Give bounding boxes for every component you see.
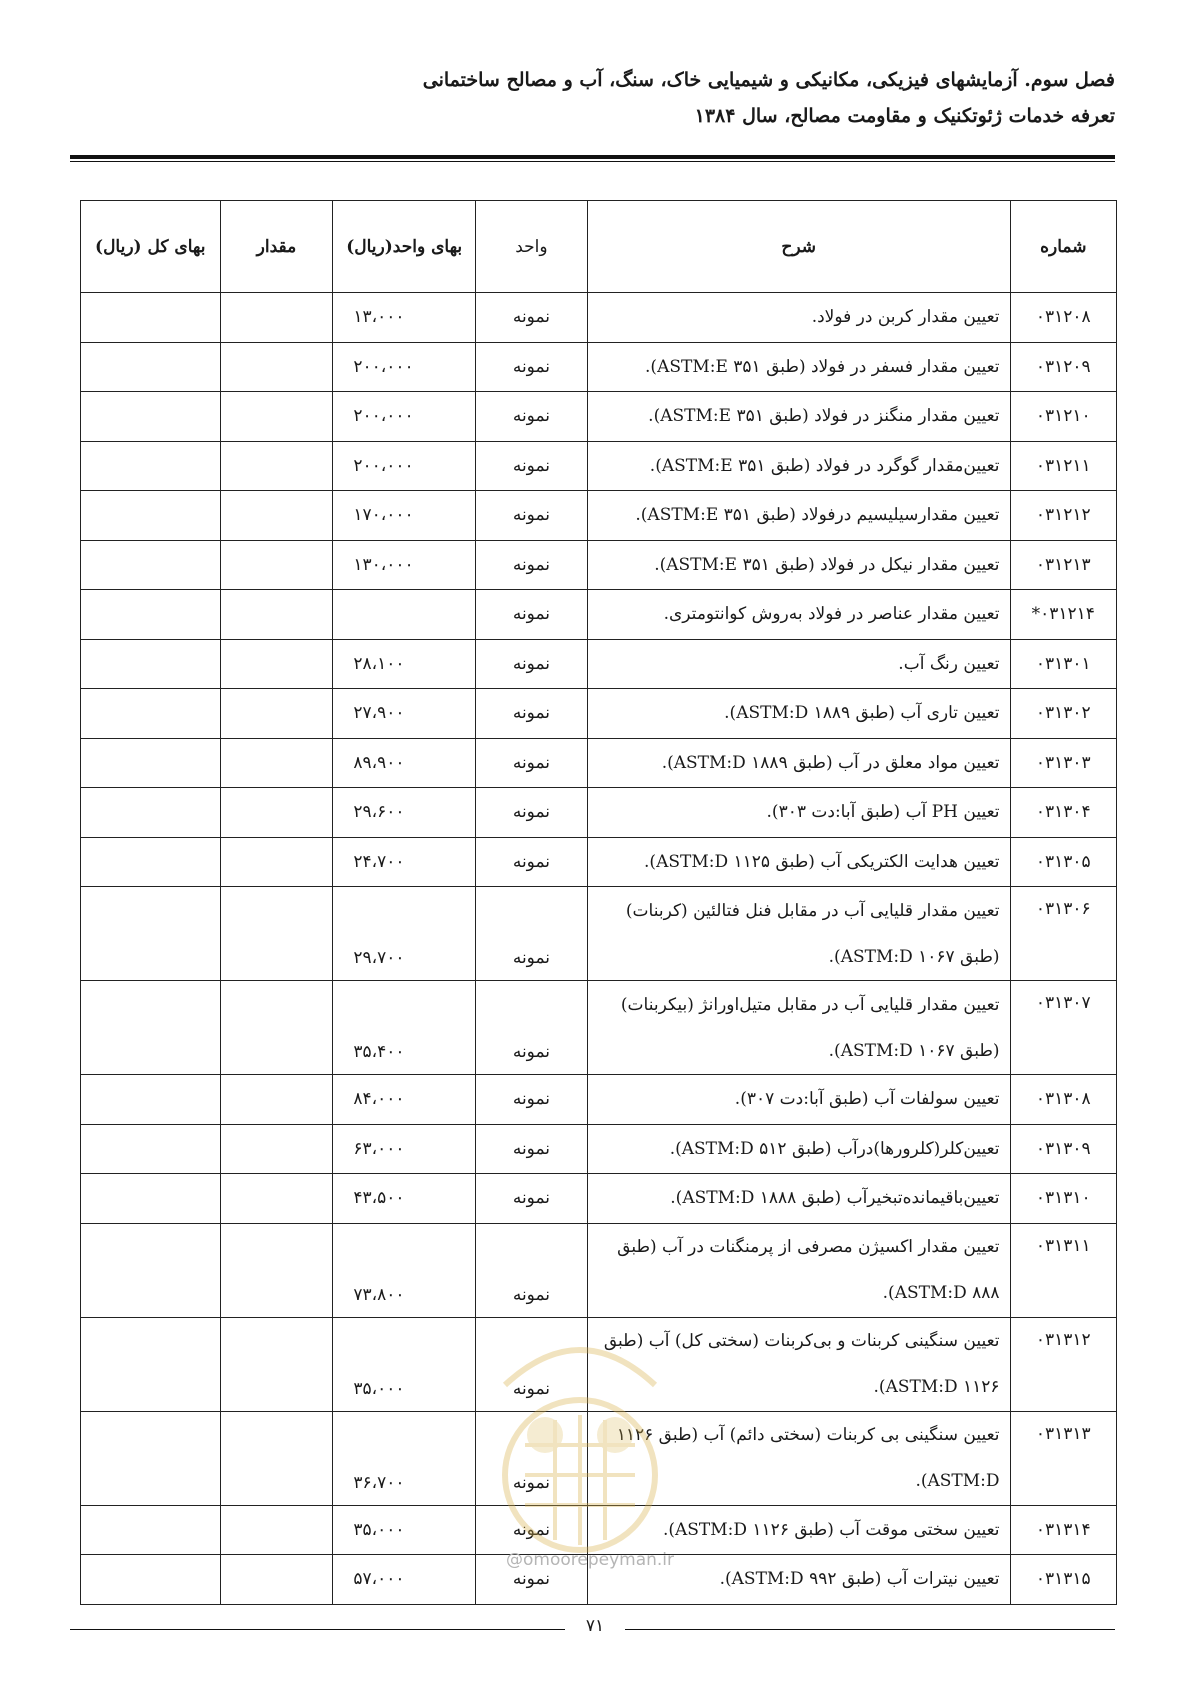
row-quantity	[220, 1075, 333, 1125]
row-description: تعیین رنگ آب.	[587, 639, 1010, 689]
row-unit: نمونه	[476, 689, 588, 739]
row-unit-price: ۸۹،۹۰۰	[333, 738, 476, 788]
row-unit-price: ۲۸،۱۰۰	[333, 639, 476, 689]
header-quantity: مقدار	[220, 201, 333, 293]
header-rule-thick	[70, 155, 1115, 159]
row-number: ۰۳۱۳۰۴	[1010, 788, 1116, 838]
row-quantity	[220, 1555, 333, 1605]
row-quantity	[220, 1174, 333, 1224]
row-unit: نمونه	[476, 837, 588, 887]
row-number: ۰۳۱۳۱۴	[1010, 1505, 1116, 1555]
row-number: ۰۳۱۳۱۱	[1010, 1223, 1116, 1317]
row-number: ۰۳۱۲۰۸	[1010, 293, 1116, 343]
row-unit: نمونه	[476, 1555, 588, 1605]
row-unit-price: ۵۷،۰۰۰	[333, 1555, 476, 1605]
row-total-price	[81, 1555, 221, 1605]
row-quantity	[220, 887, 333, 981]
row-unit-price: ۲۰۰،۰۰۰	[333, 441, 476, 491]
row-total-price	[81, 639, 221, 689]
row-description: تعیین هدایت الکتریکی آب (طبق ۱۱۲۵ ASTM:D).	[587, 837, 1010, 887]
row-description: تعیین مقدار عناصر در فولاد به‌روش کوانتومتری.	[587, 590, 1010, 640]
row-quantity	[220, 1223, 333, 1317]
row-total-price	[81, 293, 221, 343]
row-unit-price: ۸۴،۰۰۰	[333, 1075, 476, 1125]
table-row	[81, 788, 1117, 838]
header-description: شرح	[587, 201, 1010, 293]
row-number: ۰۳۱۳۱۲	[1010, 1317, 1116, 1411]
row-unit: نمونه	[476, 1124, 588, 1174]
row-number: ۰۳۱۲۱۰	[1010, 392, 1116, 442]
row-unit: نمونه	[476, 1411, 588, 1505]
row-unit: نمونه	[476, 540, 588, 590]
row-total-price	[81, 1223, 221, 1317]
row-unit: نمونه	[476, 441, 588, 491]
row-unit-price: ۷۳،۸۰۰	[333, 1223, 476, 1317]
table-row	[81, 392, 1117, 442]
row-unit: نمونه	[476, 392, 588, 442]
row-total-price	[81, 1124, 221, 1174]
row-quantity	[220, 738, 333, 788]
table-row	[81, 590, 1117, 640]
row-description: تعیین مقدارسیلیسیم درفولاد (طبق ۳۵۱ ASTM:E).	[587, 491, 1010, 541]
row-total-price	[81, 887, 221, 981]
row-unit: نمونه	[476, 1075, 588, 1125]
row-number: ۰۳۱۲۱۲	[1010, 491, 1116, 541]
row-number: ۰۳۱۳۰۵	[1010, 837, 1116, 887]
row-quantity	[220, 788, 333, 838]
row-description: تعیین نیترات آب (طبق ۹۹۲ ASTM:D).	[587, 1555, 1010, 1605]
row-quantity	[220, 491, 333, 541]
row-description: تعیین مواد معلق در آب (طبق ۱۸۸۹ ASTM:D).	[587, 738, 1010, 788]
row-quantity	[220, 639, 333, 689]
row-description: تعیین سنگینی بی کربنات (سختی دائم) آب (طبق ۱۱۲۶ ASTM:D).	[587, 1411, 1010, 1505]
row-total-price	[81, 1317, 221, 1411]
row-unit: نمونه	[476, 1505, 588, 1555]
row-quantity	[220, 981, 333, 1075]
row-quantity	[220, 837, 333, 887]
row-number: ۰۳۱۳۰۹	[1010, 1124, 1116, 1174]
row-number: ۰۳۱۳۰۷	[1010, 981, 1116, 1075]
table-header-row	[81, 201, 1117, 293]
row-quantity	[220, 1411, 333, 1505]
row-number: ۰۳۱۳۱۵	[1010, 1555, 1116, 1605]
row-unit: نمونه	[476, 342, 588, 392]
row-total-price	[81, 738, 221, 788]
row-unit: نمونه	[476, 738, 588, 788]
row-description: تعیین PH آب (طبق آبا:دت ۳۰۳).	[587, 788, 1010, 838]
row-number: ۰۳۱۳۰۸	[1010, 1075, 1116, 1125]
row-number: ۰۳۱۳۰۱	[1010, 639, 1116, 689]
table-row	[81, 837, 1117, 887]
row-number: ۰۳۱۳۰۲	[1010, 689, 1116, 739]
row-description: تعیین مقدار قلیایی آب در مقابل فنل فتالئین (کربنات) (طبق ۱۰۶۷ ASTM:D).	[587, 887, 1010, 981]
row-number: ۰۳۱۳۱۳	[1010, 1411, 1116, 1505]
row-total-price	[81, 342, 221, 392]
row-description: تعیین مقدار کربن در فولاد.	[587, 293, 1010, 343]
row-total-price	[81, 590, 221, 640]
row-unit: نمونه	[476, 590, 588, 640]
row-total-price	[81, 1411, 221, 1505]
row-quantity	[220, 441, 333, 491]
row-total-price	[81, 689, 221, 739]
table-row	[81, 1505, 1117, 1555]
table-row	[81, 981, 1117, 1075]
row-total-price	[81, 788, 221, 838]
watermark-site: @omoorepeyman.ir	[505, 1550, 675, 1570]
row-description: تعیین تاری آب (طبق ۱۸۸۹ ASTM:D).	[587, 689, 1010, 739]
row-quantity	[220, 342, 333, 392]
row-unit: نمونه	[476, 981, 588, 1075]
row-total-price	[81, 1505, 221, 1555]
page-number: ۷۱	[585, 1616, 605, 1636]
row-unit: نمونه	[476, 1223, 588, 1317]
table-row	[81, 689, 1117, 739]
row-description: تعیین مقدار اکسیژن مصرفی از پرمنگنات در آب (طبق ۸۸۸ ASTM:D).	[587, 1223, 1010, 1317]
chapter-title: فصل سوم. آزمایشهای فیزیکی، مکانیکی و شیمیایی خاک، سنگ، آب و مصالح ساختمانی	[422, 69, 1115, 91]
table-row	[81, 738, 1117, 788]
table-row	[81, 639, 1117, 689]
row-unit: نمونه	[476, 788, 588, 838]
table-row	[81, 1223, 1117, 1317]
row-description: تعیین‌باقیمانده‌تبخیرآب (طبق ۱۸۸۸ ASTM:D).	[587, 1174, 1010, 1224]
row-number: ۰۳۱۳۰۳	[1010, 738, 1116, 788]
row-description: تعیین سنگینی کربنات و بی‌کربنات (سختی کل) آب (طبق ۱۱۲۶ ASTM:D).	[587, 1317, 1010, 1411]
row-description: تعیین مقدار فسفر در فولاد (طبق ۳۵۱ ASTM:E).	[587, 342, 1010, 392]
row-description: تعیین مقدار منگنز در فولاد (طبق ۳۵۱ ASTM:E).	[587, 392, 1010, 442]
row-number: ۰۳۱۲۱۴*	[1010, 590, 1116, 640]
table-body	[81, 293, 1117, 1605]
row-description: تعیین مقدار قلیایی آب در مقابل متیل‌اورانژ (بیکربنات) (طبق ۱۰۶۷ ASTM:D).	[587, 981, 1010, 1075]
table-row	[81, 1075, 1117, 1125]
row-unit: نمونه	[476, 887, 588, 981]
row-unit-price: ۱۳۰،۰۰۰	[333, 540, 476, 590]
row-quantity	[220, 590, 333, 640]
row-unit-price: ۲۰۰،۰۰۰	[333, 392, 476, 442]
row-unit-price: ۳۵،۰۰۰	[333, 1505, 476, 1555]
row-unit-price: ۲۰۰،۰۰۰	[333, 342, 476, 392]
row-unit-price: ۲۷،۹۰۰	[333, 689, 476, 739]
row-unit: نمونه	[476, 491, 588, 541]
header-total-price: بهای کل (ریال)	[81, 201, 221, 293]
table-row	[81, 887, 1117, 981]
table-row	[81, 441, 1117, 491]
table-row	[81, 293, 1117, 343]
table-row	[81, 342, 1117, 392]
row-unit-price: ۲۴،۷۰۰	[333, 837, 476, 887]
row-number: ۰۳۱۲۰۹	[1010, 342, 1116, 392]
row-quantity	[220, 540, 333, 590]
row-number: ۰۳۱۲۱۳	[1010, 540, 1116, 590]
row-quantity	[220, 1124, 333, 1174]
row-unit: نمونه	[476, 1317, 588, 1411]
row-quantity	[220, 392, 333, 442]
row-description: تعیین‌کلر(کلرورها)درآب (طبق ۵۱۲ ASTM:D).	[587, 1124, 1010, 1174]
row-number: ۰۳۱۲۱۱	[1010, 441, 1116, 491]
header-number: شماره	[1010, 201, 1116, 293]
row-description: تعیین‌مقدار گوگرد در فولاد (طبق ۳۵۱ ASTM:E).	[587, 441, 1010, 491]
row-total-price	[81, 540, 221, 590]
row-total-price	[81, 491, 221, 541]
row-unit: نمونه	[476, 293, 588, 343]
footer-rule-left	[70, 1629, 565, 1630]
row-unit-price: ۱۷۰،۰۰۰	[333, 491, 476, 541]
row-unit: نمونه	[476, 1174, 588, 1224]
row-unit-price: ۳۵،۰۰۰	[333, 1317, 476, 1411]
table-row	[81, 540, 1117, 590]
row-total-price	[81, 392, 221, 442]
row-quantity	[220, 1317, 333, 1411]
table-row	[81, 1317, 1117, 1411]
row-description: تعیین سولفات آب (طبق آبا:دت ۳۰۷).	[587, 1075, 1010, 1125]
row-total-price	[81, 981, 221, 1075]
page-header	[75, 62, 1115, 134]
row-quantity	[220, 1505, 333, 1555]
row-unit: نمونه	[476, 639, 588, 689]
row-unit-price	[333, 590, 476, 640]
row-number: ۰۳۱۳۰۶	[1010, 887, 1116, 981]
table-row	[81, 1174, 1117, 1224]
row-total-price	[81, 837, 221, 887]
row-total-price	[81, 441, 221, 491]
document-subtitle: تعرفه خدمات ژئوتکنیک و مقاومت مصالح، سال ۱۳۸۴	[694, 105, 1115, 127]
row-number: ۰۳۱۳۱۰	[1010, 1174, 1116, 1224]
row-quantity	[220, 293, 333, 343]
row-description: تعیین سختی موقت آب (طبق ۱۱۲۶ ASTM:D).	[587, 1505, 1010, 1555]
table-row	[81, 491, 1117, 541]
row-total-price	[81, 1075, 221, 1125]
table-row	[81, 1411, 1117, 1505]
header-unit-price: بهای واحد(ریال)	[333, 201, 476, 293]
row-unit-price: ۶۳،۰۰۰	[333, 1124, 476, 1174]
row-description: تعیین مقدار نیکل در فولاد (طبق ۳۵۱ ASTM:E).	[587, 540, 1010, 590]
row-unit-price: ۳۵،۴۰۰	[333, 981, 476, 1075]
row-unit-price: ۳۶،۷۰۰	[333, 1411, 476, 1505]
table-row	[81, 1124, 1117, 1174]
header-rule-thin	[70, 161, 1115, 162]
row-unit-price: ۴۳،۵۰۰	[333, 1174, 476, 1224]
row-quantity	[220, 689, 333, 739]
header-unit: واحد	[476, 201, 588, 293]
footer-rule-right	[625, 1629, 1115, 1630]
row-unit-price: ۲۹،۷۰۰	[333, 887, 476, 981]
row-unit-price: ۱۳،۰۰۰	[333, 293, 476, 343]
row-unit-price: ۲۹،۶۰۰	[333, 788, 476, 838]
row-total-price	[81, 1174, 221, 1224]
tariff-table	[80, 200, 1117, 1605]
